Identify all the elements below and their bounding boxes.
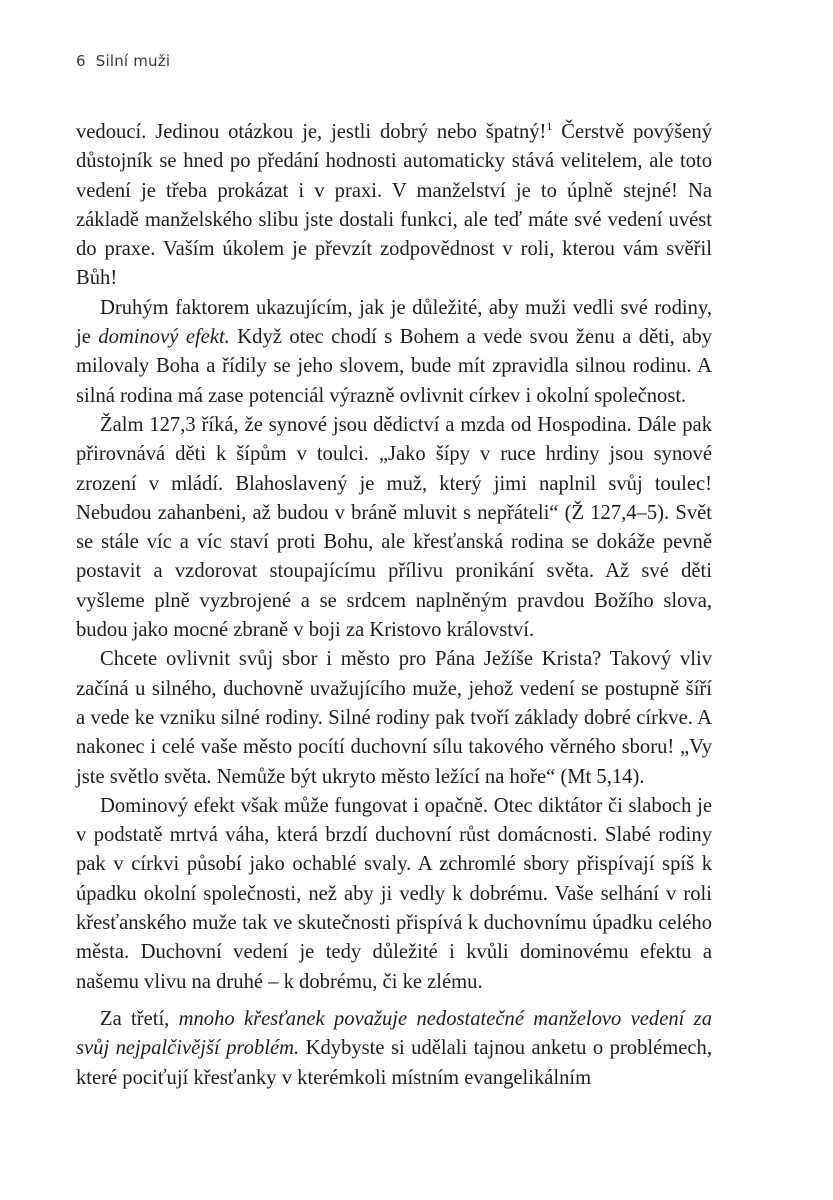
text-run: vedoucí. Jedinou otázkou je, jestli dobrý nebo špatný! bbox=[76, 121, 547, 143]
page-body bbox=[76, 118, 712, 1093]
paragraph-3 bbox=[76, 411, 712, 645]
text-run: Kdybyste si udělali tajnou anketu o problémech, které pociťují křesťanky v kterémkoli místním evangelikálním bbox=[76, 1037, 712, 1089]
text-run: Druhým faktorem ukazujícím, jak je důležité, aby muži vedli své rodiny, je bbox=[76, 296, 712, 349]
text-run: Čerstvě povýšený důstojník se hned po předání hodnosti automaticky stává velitelem, ale toto vedení je třeba prokázat i v praxi. V manželství je to úplně stejné! Na základě manželského slibu jste dostali funkci, ale teď máte své vedení uvést do praxe. Vaším úkolem je převzít zodpovědnost v roli, kterou vám svěřil Bůh! bbox=[76, 121, 712, 290]
text-run: Chcete ovlivnit svůj sbor i město pro Pána Ježíše Krista? Takový vliv začíná u silného, duchovně uvažujícího muže, jehož vedení se postupně šíří a vede ke vzniku silné rodiny. Silné rodiny pak tvoří základy dobré církve. A nakonec i celé vaše město pocítí duchovní sílu takového věrného sboru! „Vy jste světlo světa. Nemůže být ukryto město ležící na hoře“ (Mt 5,14). bbox=[76, 648, 712, 788]
text-run: Dominový efekt však může fungovat i opačně. Otec diktátor či slaboch je v podstatě mrtvá váha, která brzdí duchovní růst domácnosti. Slabé rodiny pak v církvi působí jako ochablé svaly. A zchromlé sbory přispívají spíš k úpadku okolní společnosti, než aby ji vedly k dobrému. Vaše selhání v roli křesťanského muže tak ve skutečnosti přispívá k duchovnímu úpadku celého města. Duchovní vedení je tedy důležité i kvůli dominovému efektu a našemu vlivu na druhé – k dobrému, či ke zlému. bbox=[76, 794, 712, 993]
paragraph-6 bbox=[76, 1005, 712, 1093]
text-run: Žalm 127,3 říká, že synové jsou dědictví a mzda od Hospodina. Dále pak přirovnává děti k šípům v toulci. „Jako šípy v ruce hrdiny jsou synové zrození v mládí. Blahoslavený je muž, který jimi naplnil svůj toulec! Nebudou zahanbeni, až budou v bráně mluvit s nepřáteli“ (Ž 127,4–5). Svět se stále víc a víc staví proti Bohu, ale křesťanská rodina se dokáže pevně postavit a vzdorovat stoupajícímu přílivu pronikání světa. Až své děti vyšleme plně vyzbrojené a se srdcem naplněným pravdou Božího slova, budou jako mocné zbraně v boji za Kristovo království. bbox=[76, 413, 712, 642]
text-run: Za třetí, bbox=[100, 1007, 179, 1030]
emphasis-text: mnoho křesťanek považuje nedostatečné manželovo vedení za svůj nejpalčivější problém. bbox=[76, 1007, 712, 1060]
paragraph-5 bbox=[76, 792, 712, 997]
emphasis-text: dominový efekt. bbox=[98, 326, 230, 349]
text-run: Když otec chodí s Bohem a vede svou ženu a děti, aby milovaly Boha a řídily se jeho slovem, bude mít zpravidla silnou rodinu. A silná rodina má zase potenciál výrazně ovlivnit církev i okolní společnost. bbox=[76, 326, 712, 407]
page-number: 6 bbox=[76, 52, 86, 70]
paragraph-1 bbox=[76, 118, 712, 294]
running-header bbox=[76, 52, 170, 70]
paragraph-4 bbox=[76, 645, 712, 791]
footnote-ref-1[interactable]: 1 bbox=[546, 119, 553, 134]
book-title: Silní muži bbox=[95, 52, 171, 70]
paragraph-2 bbox=[76, 294, 712, 411]
